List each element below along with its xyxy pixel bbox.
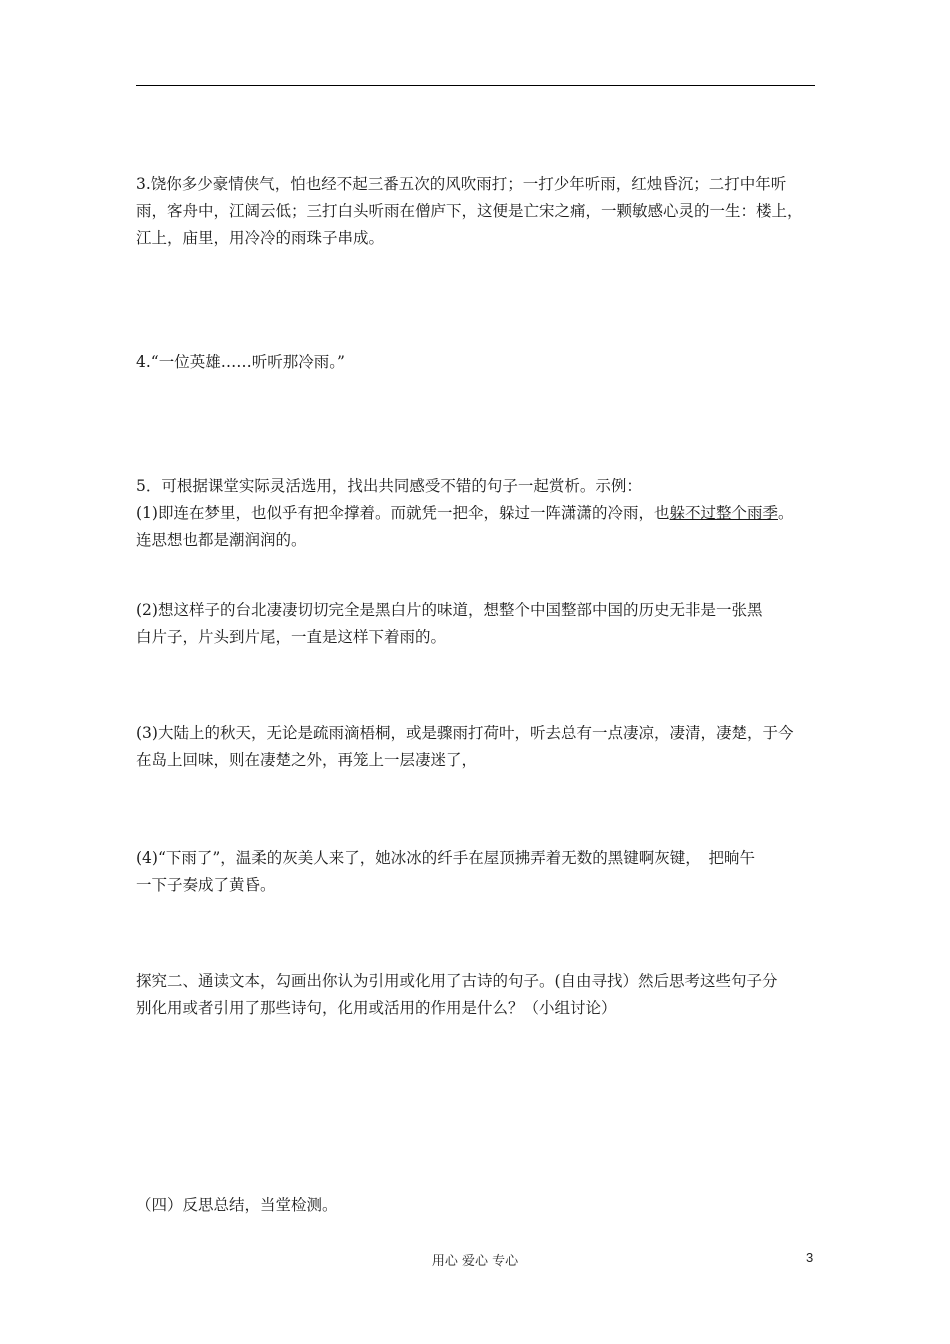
header-rule — [136, 85, 815, 86]
paragraph-3-line-1: 3.饶你多少豪情侠气，怕也经不起三番五次的风吹雨打；一打少年听雨，红烛昏沉；二打中年听 — [136, 175, 787, 193]
example-2-line-2: 白片子，片头到片尾，一直是这样下着雨的。 — [136, 628, 447, 646]
paragraph-5-line-2 — [136, 500, 816, 527]
example-3-line-1: (3)大陆上的秋天，无论是疏雨滴梧桐，或是骤雨打荷叶，听去总有一点凄凉，凄清，凄楚，于今 — [136, 724, 794, 742]
example-3 — [136, 720, 816, 774]
explore-2-line-2: 别化用或者引用了那些诗句，化用或活用的作用是什么？（小组讨论） — [136, 999, 617, 1017]
paragraph-5-line-3: 连思想也都是潮润润的。 — [136, 531, 307, 549]
example-4-line-2: 一下子奏成了黄昏。 — [136, 876, 276, 894]
example-4 — [136, 845, 816, 899]
section-4-heading — [136, 1192, 816, 1219]
example-4-line-1: (4)“下雨了”，温柔的灰美人来了，她冰冰的纤手在屋顶拂弄着无数的黑键啊灰键， 把晌午 — [136, 849, 756, 867]
section-4-line-1: （四）反思总结，当堂检测。 — [136, 1196, 338, 1214]
paragraph-5-line-1: 5．可根据课堂实际灵活选用，找出共同感受不错的句子一起赏析。示例： — [136, 477, 642, 495]
paragraph-3 — [136, 171, 816, 252]
page-number: 3 — [806, 1250, 814, 1265]
footer-motto: 用心 爱心 专心 — [431, 1254, 519, 1269]
paragraph-3-line-3: 江上，庙里，用冷冷的雨珠子串成。 — [136, 229, 385, 247]
paragraph-4 — [136, 349, 816, 376]
example-2-line-1: (2)想这样子的台北凄凄切切完全是黑白片的味道，想整个中国整部中国的历史无非是一张黑 — [136, 601, 763, 619]
example-1-text: (1)即连在梦里，也似乎有把伞撑着。而就凭一把伞，躲过一阵潇潇的冷雨，也 — [136, 504, 670, 522]
example-2 — [136, 597, 816, 651]
paragraph-3-line-2: 雨，客舟中，江阔云低；三打白头听雨在僧庐下，这便是亡宋之痛，一颗敏感心灵的一生：楼上， — [136, 202, 803, 220]
paragraph-5 — [136, 473, 816, 554]
example-3-line-2: 在岛上回味，则在凄楚之外，再笼上一层凄迷了， — [136, 751, 478, 769]
explore-2-line-1: 探究二、通读文本，勾画出你认为引用或化用了古诗的句子。(自由寻找）然后思考这些句子分 — [136, 972, 778, 990]
paragraph-4-line-1: 4.“一位英雄……听听那冷雨。” — [136, 353, 345, 371]
example-1-period: 。 — [777, 504, 794, 522]
explore-2 — [136, 968, 816, 1022]
example-1-underlined-text: 躲不过整个雨季 — [669, 504, 778, 522]
